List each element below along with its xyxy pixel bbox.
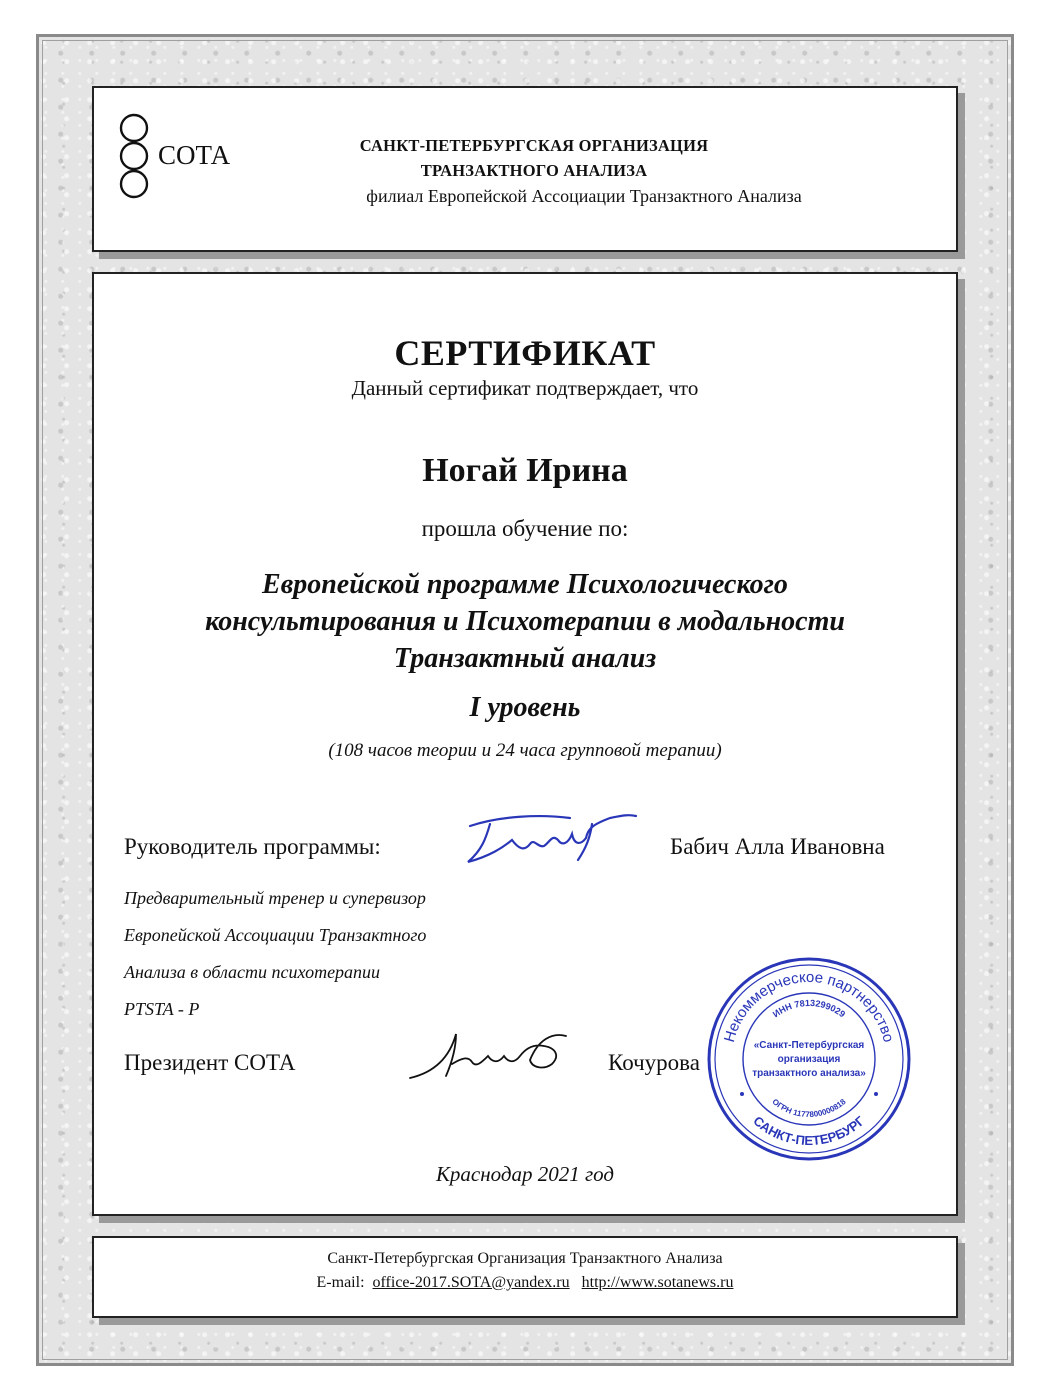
program-title xyxy=(94,566,956,677)
program-line: консультирования и Психотерапии в модальности xyxy=(205,606,845,637)
certificate-title: СЕРТИФИКАТ xyxy=(394,333,656,373)
main-panel xyxy=(92,272,958,1216)
level-text: I уровень xyxy=(469,692,581,723)
stamp-city: САНКТ-ПЕТЕРБУРГ xyxy=(750,1113,868,1149)
title-line: Европейской Ассоциации Транзактного xyxy=(124,925,427,945)
org-affiliation: филиал Европейской Ассоциации Транзактного Анализа xyxy=(366,186,802,206)
sota-logo xyxy=(118,112,238,202)
org-name-line-1: САНКТ-ПЕТЕРБУРГСКАЯ ОРГАНИЗАЦИЯ xyxy=(359,136,709,155)
svg-text:ОГРН 1177800000818 xyxy=(770,1097,847,1119)
stamp-center-line: транзактного анализа» xyxy=(752,1068,866,1079)
trained-text: прошла обучение по: xyxy=(421,516,629,541)
footer-org-name: Санкт-Петербургская Организация Транзактного Анализа xyxy=(327,1250,723,1267)
president-name: Кочурова xyxy=(608,1050,700,1075)
footer-contacts xyxy=(94,1274,956,1292)
footer-panel xyxy=(92,1236,958,1318)
title-line: Предварительный тренер и супервизор xyxy=(124,888,426,908)
title-line: Анализа в области психотерапии xyxy=(124,962,381,982)
org-name-line-2: ТРАНЗАКТНОГО АНАЛИЗА xyxy=(420,161,648,180)
person-name: Ногай Ирина xyxy=(422,452,628,489)
logo-text: СОТА xyxy=(158,140,231,170)
svg-text:ИНН 7813299029 xyxy=(771,998,847,1019)
program-line: Европейской программе Психологического xyxy=(262,569,788,600)
program-line: Транзактный анализ xyxy=(393,643,657,674)
president-signature xyxy=(406,1026,576,1095)
website-link[interactable]: http://www.sotanews.ru xyxy=(581,1274,734,1291)
program-head-signature xyxy=(460,804,640,879)
sota-logo-rings-icon xyxy=(118,112,158,204)
stamp-ring-text: Некоммерческое партнерство xyxy=(720,968,898,1045)
title-line: PTSTA - P xyxy=(124,999,200,1019)
president-label: Президент СОТА xyxy=(124,1050,296,1075)
stamp-inn: ИНН 7813299029 xyxy=(770,997,848,1020)
program-head-name: Бабич Алла Ивановна xyxy=(670,834,885,859)
stamp-center-line: «Санкт-Петербургская xyxy=(753,1040,865,1051)
email-label: E-mail: xyxy=(316,1274,365,1291)
stamp-center-line: организация xyxy=(777,1054,841,1065)
program-head-titles xyxy=(124,880,426,1028)
hours-text: (108 часов теории и 24 часа групповой терапии) xyxy=(328,740,722,761)
organization-stamp xyxy=(704,954,914,1169)
confirm-text: Данный сертификат подтверждает, что xyxy=(351,376,699,400)
stamp-ogrn: ОГРН 1177800000818 xyxy=(770,1097,848,1120)
header-panel xyxy=(92,86,958,252)
program-head-label: Руководитель программы: xyxy=(124,834,381,859)
email-link[interactable]: office-2017.SOTA@yandex.ru xyxy=(372,1274,570,1291)
place-and-date: Краснодар 2021 год xyxy=(435,1162,615,1186)
